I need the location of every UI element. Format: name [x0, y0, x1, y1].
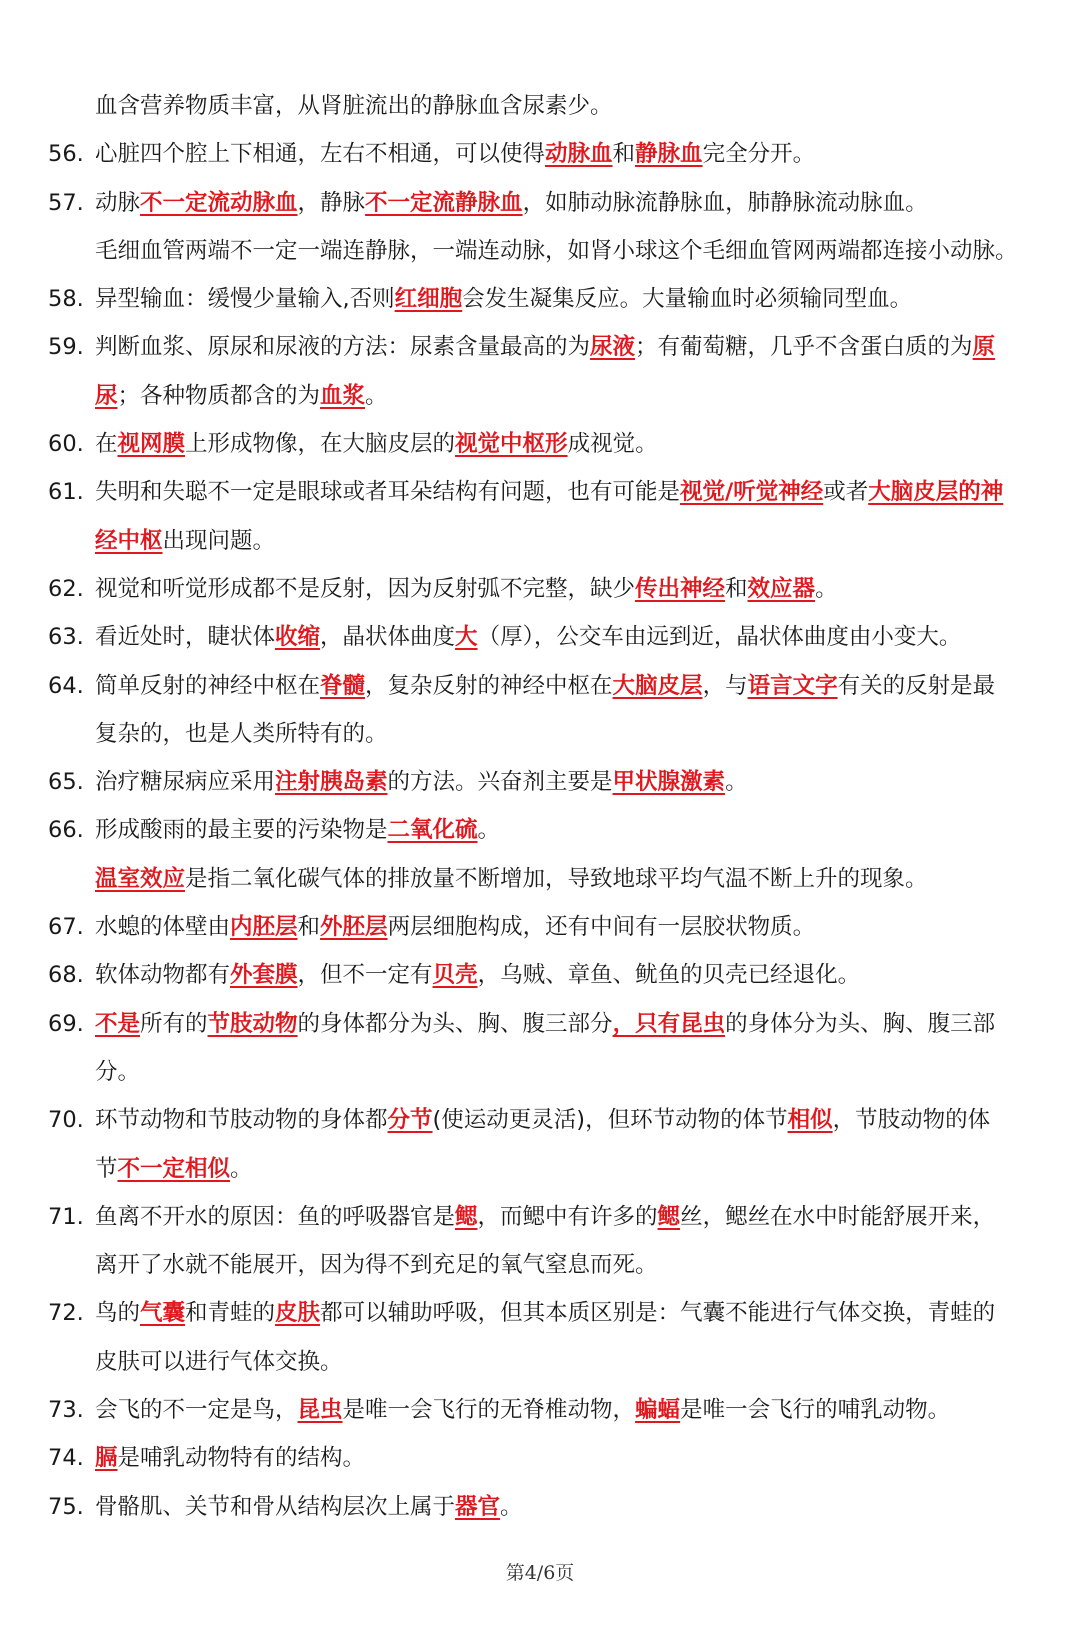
highlighted-keyword: 温室效应: [95, 865, 186, 892]
item-number: 67.: [48, 914, 84, 941]
item-text: [95, 1338, 343, 1386]
text-segment: 动脉: [95, 189, 141, 216]
item-text: [95, 806, 500, 854]
highlighted-keyword: 外胚层: [320, 914, 388, 941]
highlighted-keyword: 语言文字: [747, 672, 838, 699]
text-segment: 是指二氧化碳气体的排放量不断增加，导致地球平均气温不断上升的现象。: [185, 865, 928, 892]
highlighted-keyword: 尿: [95, 382, 118, 409]
highlighted-keyword: 昆虫: [297, 1397, 343, 1424]
numbered-item-line: [0, 951, 1080, 999]
item-text: [95, 130, 815, 178]
highlighted-keyword: 二氧化硫: [387, 817, 478, 844]
text-segment: ，复杂反射的神经中枢在: [365, 672, 613, 699]
highlighted-keyword: 原: [972, 334, 996, 361]
continuation-line: [0, 710, 1080, 758]
text-segment: ；各种物质都含的为: [117, 382, 321, 409]
highlighted-keyword: 收缩: [275, 624, 321, 651]
numbered-item-line: [0, 420, 1080, 468]
knowledge-point-list: [0, 82, 1080, 1531]
highlighted-keyword: 外套膜: [230, 962, 298, 989]
item-number: 66.: [48, 817, 84, 844]
numbered-item-line: [0, 130, 1080, 178]
item-number: 63.: [48, 624, 84, 651]
highlighted-keyword: 贝壳: [432, 962, 478, 989]
text-segment: 视觉和听觉形成都不是反射，因为反射弧不完整，缺少: [95, 575, 636, 602]
item-text: [95, 951, 860, 999]
item-number: 65.: [48, 769, 84, 796]
item-text: [95, 855, 928, 903]
item-text: [95, 1145, 253, 1193]
highlighted-keyword: 传出神经: [635, 575, 726, 602]
text-segment: 丝，鳃丝在水中时能舒展开来，: [680, 1203, 996, 1230]
numbered-item-line: [0, 1289, 1080, 1337]
continuation-line: [0, 1048, 1080, 1096]
text-segment: 异型输血：缓慢少量输入,否则: [95, 286, 395, 313]
text-segment: 毛细血管两端不一定一端连静脉，一端连动脉，如肾小球这个毛细血管网两端都连接小动脉。: [95, 237, 1018, 264]
continuation-line: [0, 517, 1080, 565]
text-segment: 水螅的体壁由: [95, 914, 231, 941]
text-segment: 。: [815, 575, 838, 602]
numbered-item-line: [0, 1000, 1080, 1048]
highlighted-keyword: 分节: [387, 1107, 433, 1134]
numbered-item-line: [0, 1193, 1080, 1241]
text-segment: 看近处时，睫状体: [95, 624, 276, 651]
numbered-item-line: [0, 662, 1080, 710]
text-segment: ，节肢动物的体: [832, 1107, 991, 1134]
text-segment: （厚），公交车由远到近，晶状体曲度由小变大。: [477, 624, 962, 651]
highlighted-keyword: 相似: [787, 1107, 833, 1134]
highlighted-keyword: 不是: [95, 1010, 141, 1037]
text-segment: 。: [725, 769, 748, 796]
highlighted-keyword: 不一定相似: [117, 1155, 231, 1182]
text-segment: (使运动更灵活)，但环节动物的体节: [432, 1107, 788, 1134]
numbered-item-line: [0, 613, 1080, 661]
item-number: 57.: [48, 189, 84, 216]
item-text: [95, 420, 658, 468]
text-segment: 是唯一会飞行的无脊椎动物，: [342, 1397, 636, 1424]
item-number: 58.: [48, 286, 84, 313]
text-segment: 简单反射的神经中枢在: [95, 672, 321, 699]
continuation-line: [0, 82, 1080, 130]
highlighted-keyword: 气囊: [140, 1300, 186, 1327]
text-segment: 。: [230, 1155, 253, 1182]
item-number: 69.: [48, 1010, 84, 1037]
item-text: [95, 1000, 995, 1048]
item-text: [95, 275, 912, 323]
text-segment: 判断血浆、原尿和尿液的方法：尿素含量最高的为: [95, 334, 591, 361]
text-segment: 骨骼肌、关节和骨从结构层次上属于: [95, 1493, 456, 1520]
item-text: [95, 565, 838, 613]
item-text: [95, 1241, 658, 1289]
text-segment: 和: [612, 141, 636, 168]
text-segment: 复杂的，也是人类所特有的。: [95, 720, 388, 747]
item-number: 72.: [48, 1300, 84, 1327]
text-segment: ，如肺动脉流静脉血，肺静脉流动脉血。: [522, 189, 928, 216]
highlighted-keyword: 大: [455, 624, 478, 651]
item-text: [95, 517, 275, 565]
item-text: [95, 227, 1018, 275]
text-segment: ，乌贼、章鱼、鱿鱼的贝壳已经退化。: [477, 962, 861, 989]
item-text: [95, 903, 815, 951]
text-segment: ；有葡萄糖，几乎不含蛋白质的为: [635, 334, 973, 361]
text-segment: 分。: [95, 1058, 141, 1085]
text-segment: 完全分开。: [702, 141, 816, 168]
numbered-item-line: [0, 1483, 1080, 1531]
item-number: 71.: [48, 1203, 84, 1230]
text-segment: 和: [297, 914, 321, 941]
continuation-line: [0, 1145, 1080, 1193]
numbered-item-line: [0, 1434, 1080, 1482]
page-number: 第4/6页: [505, 1562, 575, 1584]
item-text: [95, 468, 1003, 516]
item-number: 62.: [48, 575, 84, 602]
text-segment: ，晶状体曲度: [320, 624, 456, 651]
text-segment: 鱼离不开水的原因：鱼的呼吸器官是: [95, 1203, 456, 1230]
highlighted-keyword: 不一定流静脉血: [365, 189, 523, 216]
item-text: [95, 82, 613, 130]
item-number: 59.: [48, 334, 84, 361]
highlighted-keyword: 视觉中枢形: [455, 431, 568, 458]
continuation-line: [0, 227, 1080, 275]
highlighted-keyword: 内胚层: [230, 914, 298, 941]
highlighted-keyword: 蝙蝠: [635, 1397, 681, 1424]
highlighted-keyword: 皮肤: [275, 1300, 321, 1327]
highlighted-keyword: 动脉血: [545, 141, 613, 168]
item-number: 73.: [48, 1397, 84, 1424]
highlighted-keyword: 膈: [95, 1445, 118, 1472]
item-text: [95, 372, 388, 420]
item-text: [95, 1096, 990, 1144]
text-segment: 心脏四个腔上下相通，左右不相通，可以使得: [95, 141, 546, 168]
text-segment: 皮肤可以进行气体交换。: [95, 1348, 343, 1375]
text-segment: 失明和失聪不一定是眼球或者耳朵结构有问题，也有可能是: [95, 479, 681, 506]
text-segment: 。: [500, 1493, 523, 1520]
item-number: 61.: [48, 479, 84, 506]
text-segment: 是哺乳动物特有的结构。: [117, 1445, 366, 1472]
highlighted-keyword: 红细胞: [394, 286, 463, 313]
text-segment: 环节动物和节肢动物的身体都: [95, 1107, 388, 1134]
item-number: 74.: [48, 1445, 84, 1472]
text-segment: ，但不一定有: [297, 962, 433, 989]
text-segment: 。: [365, 382, 388, 409]
highlighted-keyword: 尿液: [590, 334, 636, 361]
highlighted-keyword: 视网膜: [117, 431, 186, 458]
item-number: 60.: [48, 431, 84, 458]
text-segment: 离开了水就不能展开，因为得不到充足的氧气窒息而死。: [95, 1252, 658, 1279]
text-segment: 两层细胞构成，还有中间有一层胶状物质。: [387, 914, 816, 941]
text-segment: 和青蛙的: [185, 1300, 276, 1327]
continuation-line: [0, 1241, 1080, 1289]
highlighted-keyword: 效应器: [747, 575, 816, 602]
text-segment: 。: [477, 817, 501, 844]
highlighted-keyword: 视觉/听觉神经: [680, 479, 824, 506]
text-segment: 鸟的: [95, 1300, 141, 1327]
highlighted-keyword: 经中枢: [95, 527, 163, 554]
text-segment: 都可以辅助呼吸，但其本质区别是：气囊不能进行气体交换，青蛙的: [320, 1300, 996, 1327]
highlighted-keyword: 静脉血: [635, 141, 703, 168]
text-segment: 节: [95, 1155, 118, 1182]
text-segment: 会发生凝集反应。大量输血时必须输同型血。: [462, 286, 913, 313]
item-text: [95, 662, 995, 710]
item-number: 68.: [48, 962, 84, 989]
item-text: [95, 1483, 523, 1531]
text-segment: 成视觉。: [567, 431, 658, 458]
text-segment: 治疗糖尿病应采用: [95, 769, 276, 796]
item-text: [95, 1289, 995, 1337]
highlighted-keyword: 血浆: [320, 382, 366, 409]
numbered-item-line: [0, 1386, 1080, 1434]
text-segment: ，静脉: [297, 189, 366, 216]
highlighted-keyword: 大脑皮层: [612, 672, 703, 699]
item-number: 70.: [48, 1107, 84, 1134]
numbered-item-line: [0, 903, 1080, 951]
numbered-item-line: [0, 1096, 1080, 1144]
text-segment: 所有的: [140, 1010, 208, 1037]
continuation-line: [0, 855, 1080, 903]
numbered-item-line: [0, 323, 1080, 371]
highlighted-keyword: 鳃: [455, 1203, 478, 1230]
highlighted-keyword: 大脑皮层的神: [868, 479, 1004, 506]
item-text: [95, 758, 748, 806]
text-segment: 的身体分为头、胸、腹三部: [725, 1010, 996, 1037]
item-number: 56.: [48, 141, 84, 168]
item-text: [95, 179, 928, 227]
text-segment: ，而鳃中有许多的: [477, 1203, 658, 1230]
highlighted-keyword: 鳃: [657, 1203, 681, 1230]
item-text: [95, 1386, 950, 1434]
numbered-item-line: [0, 806, 1080, 854]
text-segment: 软体动物都有: [95, 962, 231, 989]
item-text: [95, 613, 961, 661]
numbered-item-line: [0, 565, 1080, 613]
numbered-item-line: [0, 468, 1080, 516]
item-text: [95, 1434, 365, 1482]
text-segment: 的方法。兴奋剂主要是: [387, 769, 613, 796]
highlighted-keyword: 器官: [455, 1493, 501, 1520]
text-segment: 是唯一会飞行的哺乳动物。: [680, 1397, 951, 1424]
text-segment: 和: [725, 575, 748, 602]
continuation-line: [0, 1338, 1080, 1386]
item-text: [95, 1048, 140, 1096]
text-segment: 的身体都分为头、胸、腹三部分: [297, 1010, 613, 1037]
text-segment: ，与: [702, 672, 748, 699]
text-segment: 上形成物像，在大脑皮层的: [185, 431, 456, 458]
numbered-item-line: [0, 758, 1080, 806]
highlighted-keyword: 节肢动物: [207, 1010, 298, 1037]
numbered-item-line: [0, 179, 1080, 227]
item-number: 64.: [48, 672, 84, 699]
highlighted-keyword: 不一定流动脉血: [140, 189, 298, 216]
highlighted-keyword: 注射胰岛素: [275, 769, 388, 796]
item-text: [95, 1193, 995, 1241]
highlighted-keyword: ，只有昆虫: [612, 1010, 726, 1037]
item-text: [95, 323, 995, 371]
text-segment: 有关的反射是最: [837, 672, 996, 699]
highlighted-keyword: 甲状腺激素: [612, 769, 726, 796]
item-text: [95, 710, 388, 758]
text-segment: 出现问题。: [162, 527, 276, 554]
text-segment: 在: [95, 431, 118, 458]
numbered-item-line: [0, 275, 1080, 323]
text-segment: 血含营养物质丰富，从肾脏流出的静脉血含尿素少。: [95, 93, 613, 119]
text-segment: 或者: [823, 479, 869, 506]
text-segment: 形成酸雨的最主要的污染物是: [95, 817, 388, 844]
item-number: 75.: [48, 1493, 84, 1520]
highlighted-keyword: 脊髓: [320, 672, 366, 699]
continuation-line: [0, 372, 1080, 420]
text-segment: 会飞的不一定是鸟，: [95, 1397, 298, 1424]
